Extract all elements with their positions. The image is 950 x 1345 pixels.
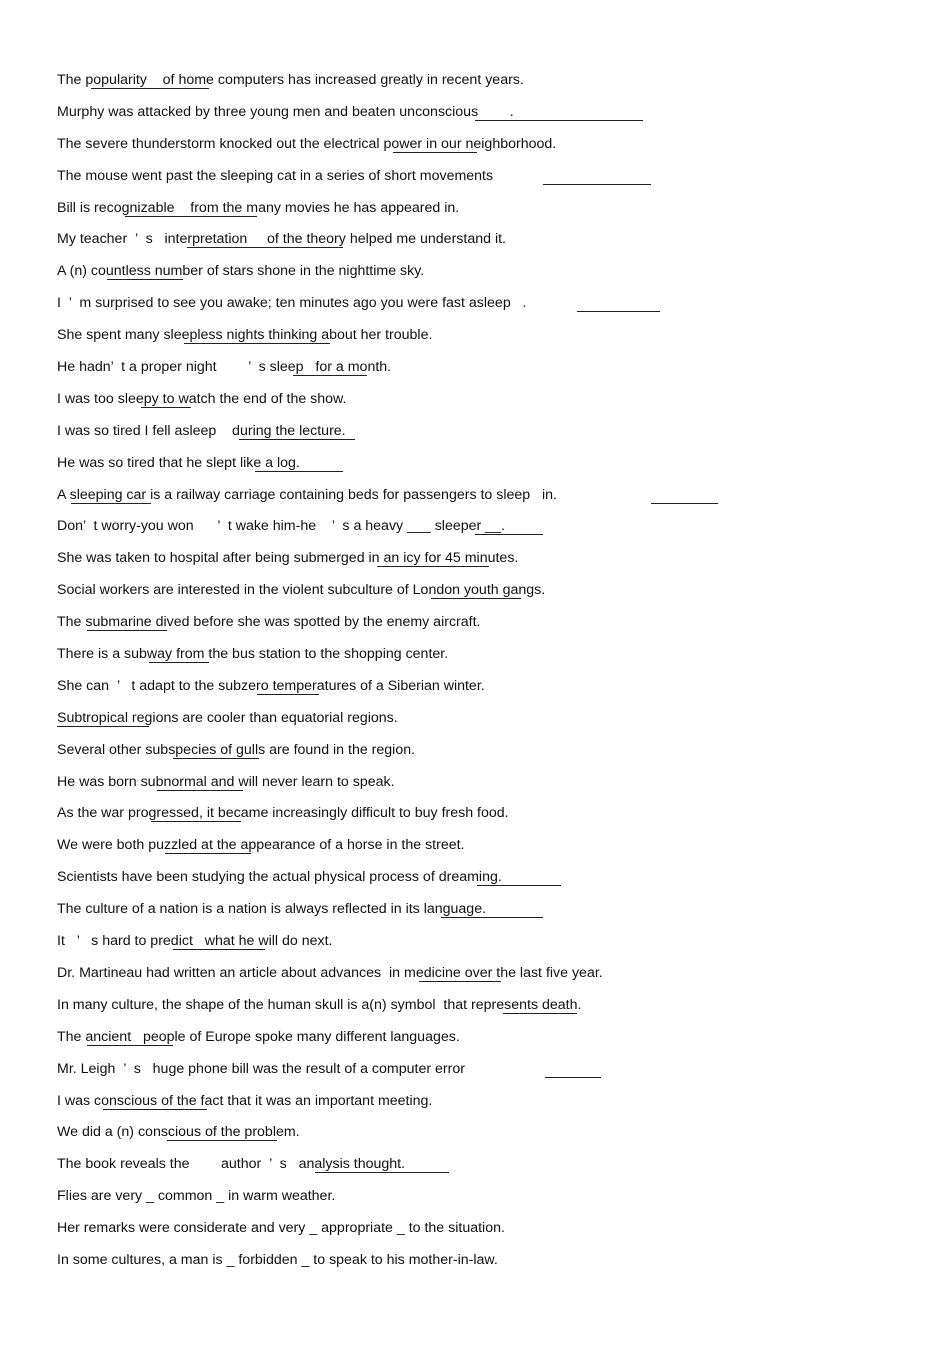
- sentence-text: The book reveals the author ’ s analysis thought.: [57, 1156, 406, 1173]
- sentence-text: I was conscious of the fact that it was an important meeting.: [57, 1092, 433, 1109]
- answer-underline: [125, 216, 257, 217]
- sentence-line: [57, 898, 917, 930]
- sentence-line: [57, 228, 917, 260]
- sentence-text: The ancient people of Europe spoke many different languages.: [57, 1028, 460, 1045]
- answer-underline: [57, 726, 149, 727]
- sentence-text: Subtropical regions are cooler than equatorial regions.: [57, 709, 398, 726]
- answer-underline: [577, 311, 660, 312]
- sentence-line: [57, 356, 917, 388]
- sentence-text: A (n) countless number of stars shone in the nighttime sky.: [57, 263, 425, 280]
- sentence-text: In some cultures, a man is _ forbidden _ to speak to his mother-in-law.: [57, 1251, 498, 1268]
- sentence-text: We did a (n) conscious of the problem.: [57, 1124, 300, 1141]
- sentence-text: He hadn’ t a proper night ’ s sleep for a month.: [57, 359, 392, 376]
- sentence-line: [57, 1217, 917, 1249]
- sentence-line: [57, 69, 917, 101]
- sentence-line: [57, 260, 917, 292]
- sentence-text: Social workers are interested in the violent subculture of London youth gangs.: [57, 582, 546, 599]
- sentence-line: [57, 388, 917, 420]
- sentence-line: [57, 165, 917, 197]
- sentence-line: [57, 579, 917, 611]
- sentence-line: [57, 611, 917, 643]
- sentence-line: [57, 1026, 917, 1058]
- sentence-line: [57, 197, 917, 229]
- sentence-line: [57, 1121, 917, 1153]
- sentence-text: She can ’ t adapt to the subzero temperatures of a Siberian winter.: [57, 677, 485, 694]
- answer-underline: [377, 566, 489, 567]
- answer-underline: [239, 439, 355, 440]
- sentence-line: [57, 643, 917, 675]
- sentence-line: [57, 101, 917, 133]
- sentence-list: [57, 69, 917, 1281]
- answer-underline: [141, 407, 191, 408]
- sentence-text: Mr. Leigh ’ s huge phone bill was the result of a computer error: [57, 1060, 465, 1077]
- answer-underline: [87, 630, 167, 631]
- sentence-text: Several other subspecies of gulls are found in the region.: [57, 741, 416, 758]
- answer-underline: [543, 184, 651, 185]
- sentence-text: As the war progressed, it became increasingly difficult to buy fresh food.: [57, 805, 509, 822]
- sentence-line: [57, 771, 917, 803]
- sentence-text: The severe thunderstorm knocked out the electrical power in our neighborhood.: [57, 135, 557, 152]
- sentence-line: [57, 292, 917, 324]
- answer-underline: [87, 1045, 173, 1046]
- sentence-text: Flies are very _ common _ in warm weather.: [57, 1188, 336, 1205]
- sentence-text: The submarine dived before she was spotted by the enemy aircraft.: [57, 614, 481, 631]
- sentence-line: [57, 962, 917, 994]
- sentence-line: [57, 1185, 917, 1217]
- answer-underline: [315, 1172, 449, 1173]
- sentence-text: Bill is recognizable from the many movies he has appeared in.: [57, 199, 460, 216]
- answer-underline: [107, 279, 183, 280]
- sentence-text: There is a subway from the bus station to the shopping center.: [57, 646, 449, 663]
- sentence-line: [57, 1058, 917, 1090]
- sentence-text: I ’ m surprised to see you awake; ten minutes ago you were fast asleep .: [57, 295, 527, 312]
- sentence-line: [57, 324, 917, 356]
- sentence-line: [57, 484, 917, 516]
- answer-underline: [475, 120, 643, 121]
- sentence-line: [57, 707, 917, 739]
- sentence-text: Her remarks were considerate and very _ appropriate _ to the situation.: [57, 1220, 505, 1237]
- answer-underline: [167, 1140, 277, 1141]
- answer-underline: [184, 343, 330, 344]
- answer-underline: [165, 853, 251, 854]
- answer-underline: [545, 1077, 601, 1078]
- answer-underline: [431, 598, 521, 599]
- answer-underline: [475, 534, 543, 535]
- sentence-line: [57, 133, 917, 165]
- sentence-text: A sleeping car is a railway carriage containing beds for passengers to sleep in.: [57, 486, 557, 503]
- sentence-line: [57, 420, 917, 452]
- answer-underline: [151, 821, 241, 822]
- sentence-text: The popularity of home computers has increased greatly in recent years.: [57, 72, 524, 88]
- sentence-line: [57, 866, 917, 898]
- sentence-text: He was born subnormal and will never learn to speak.: [57, 773, 395, 790]
- answer-underline: [187, 247, 343, 248]
- sentence-line: [57, 1090, 917, 1122]
- sentence-text: We were both puzzled at the appearance of a horse in the street.: [57, 837, 465, 854]
- answer-underline: [651, 503, 718, 504]
- sentence-text: My teacher ’ s interpretation of the theory helped me understand it.: [57, 231, 506, 248]
- sentence-text: Don’ t worry-you won ’ t wake him-he ’ s a heavy ___ sleeper __.: [57, 518, 505, 535]
- answer-underline: [71, 503, 151, 504]
- sentence-text: I was so tired I fell asleep during the lecture.: [57, 422, 346, 439]
- sentence-line: [57, 1153, 917, 1185]
- sentence-text: The culture of a nation is a nation is always reflected in its language.: [57, 901, 487, 918]
- answer-underline: [255, 471, 343, 472]
- sentence-text: He was so tired that he slept like a log.: [57, 454, 300, 471]
- sentence-line: [57, 452, 917, 484]
- sentence-text: She was taken to hospital after being submerged in an icy for 45 minutes.: [57, 550, 519, 567]
- answer-underline: [393, 152, 477, 153]
- sentence-text: She spent many sleepless nights thinking about her trouble.: [57, 327, 433, 344]
- answer-underline: [503, 1013, 577, 1014]
- answer-underline: [441, 917, 543, 918]
- sentence-text: Dr. Martineau had written an article about advances in medicine over the last five year.: [57, 964, 603, 981]
- sentence-text: Scientists have been studying the actual physical process of dreaming.: [57, 869, 502, 886]
- sentence-line: [57, 1249, 917, 1281]
- sentence-line: [57, 994, 917, 1026]
- answer-underline: [173, 758, 259, 759]
- sentence-text: Murphy was attacked by three young men and beaten unconscious .: [57, 103, 514, 120]
- sentence-line: [57, 834, 917, 866]
- answer-underline: [293, 375, 367, 376]
- answer-underline: [157, 790, 243, 791]
- sentence-text: In many culture, the shape of the human skull is a(n) symbol that represents death.: [57, 996, 582, 1013]
- answer-underline: [103, 1109, 207, 1110]
- sentence-line: [57, 739, 917, 771]
- answer-underline: [149, 662, 209, 663]
- answer-underline: [173, 949, 265, 950]
- answer-underline: [477, 885, 561, 886]
- sentence-text: It ’ s hard to predict what he will do next.: [57, 933, 333, 950]
- answer-underline: [257, 694, 319, 695]
- sentence-line: [57, 547, 917, 579]
- sentence-line: [57, 802, 917, 834]
- sentence-line: [57, 675, 917, 707]
- sentence-line: [57, 930, 917, 962]
- sentence-line: [57, 515, 917, 547]
- answer-underline: [91, 88, 209, 89]
- sentence-text: The mouse went past the sleeping cat in a series of short movements: [57, 167, 494, 184]
- answer-underline: [419, 981, 501, 982]
- sentence-text: I was too sleepy to watch the end of the show.: [57, 390, 347, 407]
